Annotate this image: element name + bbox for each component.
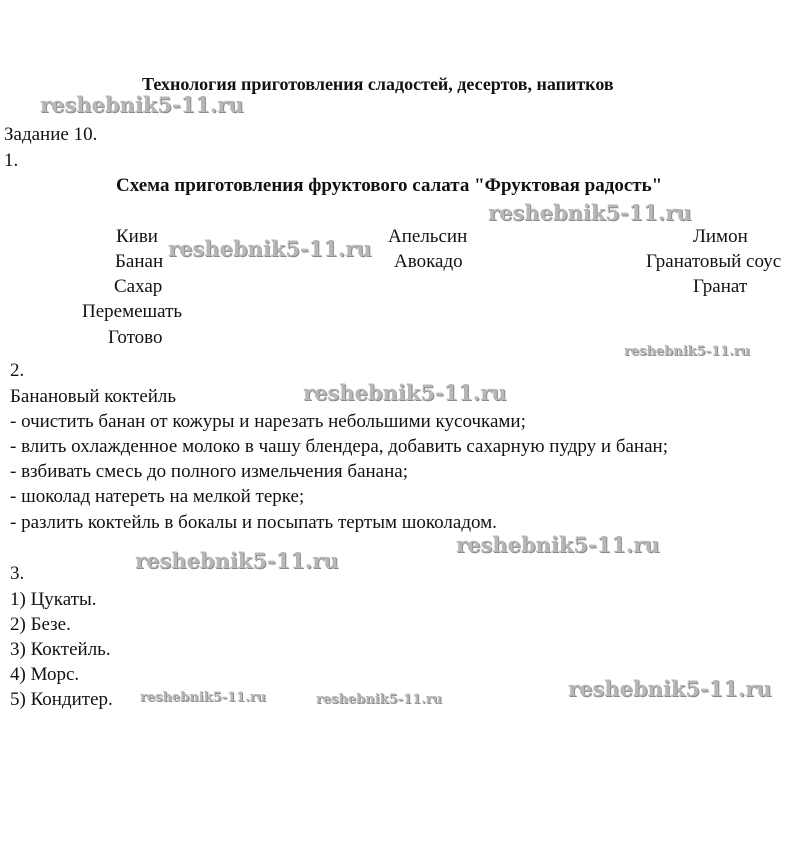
- answer-item: 5) Кондитер.: [10, 689, 113, 710]
- task-label: Задание 10.: [4, 124, 98, 145]
- recipe-step: - взбивать смесь до полного измельчения банана;: [10, 461, 408, 482]
- recipe-step: - шоколад натереть на мелкой терке;: [10, 486, 305, 507]
- section3-number: 3.: [10, 563, 25, 584]
- recipe-step: - очистить банан от кожуры и нарезать небольшими кусочками;: [10, 411, 526, 432]
- scheme-item-sugar: Сахар: [114, 276, 163, 297]
- scheme-item-pomegranate-sauce: Гранатовый соус: [646, 251, 782, 272]
- scheme-item-orange: Апельсин: [388, 226, 468, 247]
- answer-item: 1) Цукаты.: [10, 589, 97, 610]
- answer-item: 4) Морс.: [10, 664, 80, 685]
- watermark: reshebnik5-11.ru: [303, 380, 507, 405]
- recipe-step: - влить охлажденное молоко в чашу блендера, добавить сахарную пудру и банан;: [10, 436, 668, 457]
- watermark: reshebnik5-11.ru: [168, 236, 372, 261]
- watermark: reshebnik5-11.ru: [624, 344, 751, 359]
- section2-number: 2.: [10, 360, 25, 381]
- section2-heading: Банановый коктейль: [10, 386, 177, 407]
- scheme-item-kiwi: Киви: [116, 226, 158, 247]
- watermark: reshebnik5-11.ru: [316, 692, 443, 707]
- answer-item: 2) Безе.: [10, 614, 71, 635]
- scheme-item-pomegranate: Гранат: [693, 276, 748, 297]
- watermark: reshebnik5-11.ru: [40, 92, 244, 117]
- recipe-step: - разлить коктейль в бокалы и посыпать тертым шоколадом.: [10, 512, 497, 533]
- scheme-step-mix: Перемешать: [82, 301, 183, 322]
- document-title: Технология приготовления сладостей, десертов, напитков: [142, 74, 614, 94]
- watermark: reshebnik5-11.ru: [135, 548, 339, 573]
- scheme-item-avocado: Авокадо: [394, 251, 463, 272]
- watermark: reshebnik5-11.ru: [140, 690, 267, 705]
- scheme-item-lemon: Лимон: [693, 226, 748, 247]
- scheme-item-banana: Банан: [115, 251, 164, 272]
- answer-item: 3) Коктейль.: [10, 639, 111, 660]
- watermark: reshebnik5-11.ru: [568, 676, 772, 701]
- watermark: reshebnik5-11.ru: [456, 532, 660, 557]
- section1-number: 1.: [4, 150, 19, 171]
- scheme-step-done: Готово: [108, 327, 163, 348]
- scheme-title: Схема приготовления фруктового салата "Фруктовая радость": [116, 175, 663, 196]
- watermark: reshebnik5-11.ru: [488, 200, 692, 225]
